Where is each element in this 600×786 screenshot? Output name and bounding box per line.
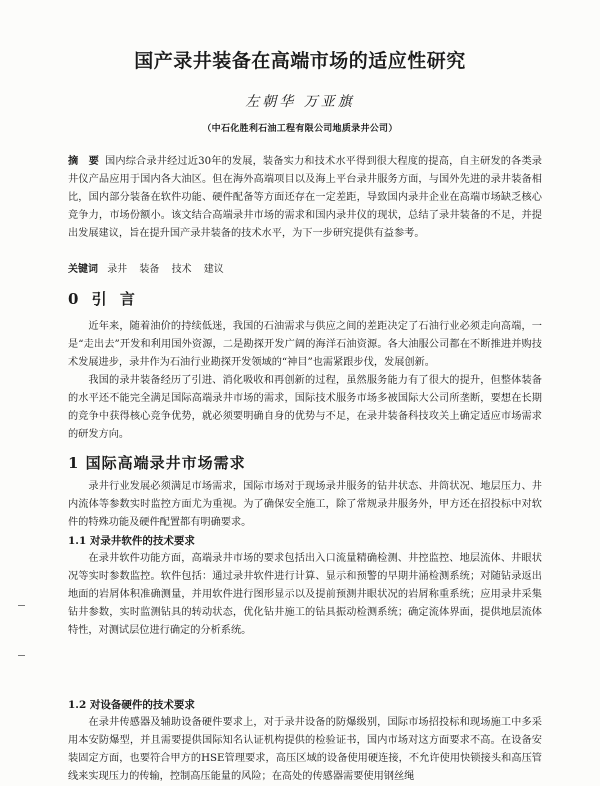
scan-margin-mark bbox=[18, 655, 25, 656]
section-body-1 bbox=[68, 478, 542, 532]
paragraph: 我国的录井装备经历了引进、消化吸收和再创新的过程，虽然服务能力有了很大的提升，但整体装备的水平还不能完全满足国际高端录井市场的需求，国际技术服务市场多被国际大公司所垄断，要想在长期的竞争中获得核心竞争优势，就必须要明确自身的优势与不足，在录井装备科技攻关上确定适应市场需求的研发方向。 bbox=[68, 375, 542, 440]
paragraph: 录井行业发展必须满足市场需求，国际市场对于现场录井服务的钻井状态、井筒状况、地层压力、井内流体等参数实时监控方面尤为重视。为了确保安全施工，除了常规录井服务外，甲方还在招投标中对软件的特殊功能及硬件配置都有明确要求。 bbox=[68, 481, 542, 528]
subsection-body-1-2 bbox=[68, 714, 542, 786]
affiliation: （中石化胜利石油工程有限公司地质录井公司） bbox=[202, 124, 398, 134]
scan-margin-mark bbox=[18, 605, 25, 606]
author-line: 左朝华 万亚旗 bbox=[245, 94, 355, 110]
section-heading-intro: 0 引 言 bbox=[68, 290, 139, 308]
keywords-label: 关键词 bbox=[68, 264, 98, 275]
keyword: 技术 bbox=[171, 264, 192, 275]
abstract bbox=[68, 152, 542, 243]
keywords bbox=[68, 261, 542, 279]
subsection-body-1-1 bbox=[68, 550, 542, 640]
abstract-label: 摘 要 bbox=[68, 155, 100, 167]
subsection-heading-1-2: 1.2 对设备硬件的技术要求 bbox=[68, 699, 195, 711]
paper-title: 国产录井装备在高端市场的适应性研究 bbox=[134, 50, 466, 72]
section-body-intro bbox=[68, 318, 542, 444]
paragraph: 在录井传感器及辅助设备硬件要求上，对于录井设备的防爆级别，国际市场招投标和现场施工中多采用本安防爆型，并且需要提供国际知名认证机构提供的检验证书，国内市场对这方面要求不高。在设备安装固定方面，也要符合甲方的HSE管理要求，高压区域的设备使用硬连接，不允许使用快锁接头和高压管线来实现压力的传输，控制高压能量的风险；在高处的传感器需要使用钢丝绳 bbox=[68, 717, 542, 782]
abstract-text: 国内综合录井经过近30年的发展，装备实力和技术水平得到很大程度的提高，自主研发的各类录井仪产品应用于国内各大油区。但在海外高端项目以及海上平台录井服务方面，与国外先进的录井装备相比，国内部分装备在软件功能、硬件配备等方面还存在一定差距，导致国内录井企业在高端市场缺乏核心竞争力，市场份额小。该文结合高端录井市场的需求和国内录井仪的现状，总结了录井装备的不足，并提出发展建议，旨在提升国产录井装备的技术水平，为下一步研究提供有益参考。 bbox=[68, 156, 542, 239]
paragraph: 近年来，随着油价的持续低迷，我国的石油需求与供应之间的差距决定了石油行业必须走向高端，一是“走出去”开发和利用国外资源，二是勘探开发广阔的海洋石油资源。各大油服公司都在不断推进并购技术发展进步，录井作为石油行业勘探开发领域的“神目”也需紧跟步伐，发展创新。 bbox=[68, 321, 542, 368]
keyword: 录井 bbox=[107, 264, 128, 275]
section-heading-1: 1 国际高端录井市场需求 bbox=[68, 454, 246, 472]
keyword: 装备 bbox=[139, 264, 160, 275]
paragraph: 在录井软件功能方面，高端录井市场的要求包括出入口流量精确检测、井控监控、地层流体、井眼状况等实时参数监控。软件包括：通过录井软件进行计算、显示和预警的早期井涌检测系统；对随钻录返出地面的岩屑体积准确测量，并用软件进行图形显示以及提前预测井眼状况的岩屑称重系统；应用录井采集钻井参数，实时监测钻具的转动状态，优化钻井施工的钻具振动检测系统；确定流体界面，提供地层流体特性，对测试层位进行确定的分析系统。 bbox=[68, 553, 542, 636]
subsection-heading-1-1: 1.1 对录井软件的技术要求 bbox=[68, 535, 195, 547]
keyword: 建议 bbox=[203, 264, 224, 275]
